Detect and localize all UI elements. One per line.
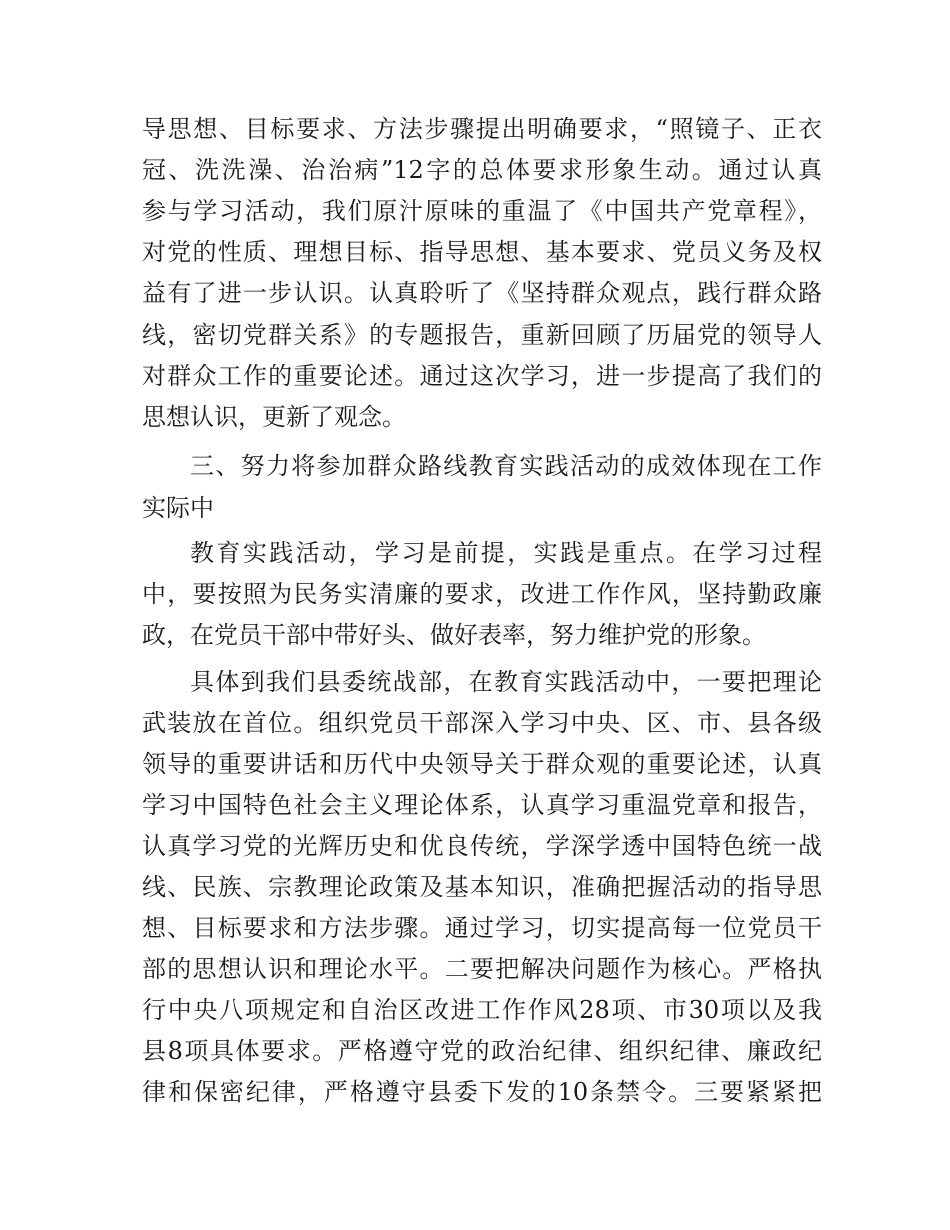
text-line: 线，密切党群关系》的专题报告，重新回顾了历届党的领导人 <box>142 321 822 349</box>
text-line: 参与学习活动，我们原汁原味的重温了《中国共产党章程》， <box>142 197 822 225</box>
text-line: 部的思想认识和理论水平。二要把解决问题作为核心。严格执 <box>142 955 822 983</box>
text-line: 对群众工作的重要论述。通过这次学习，进一步提高了我们的 <box>142 362 822 390</box>
text-line: 认真学习党的光辉历史和优良传统，学深学透中国特色统一战 <box>142 832 822 860</box>
text-line: 冠、洗洗澡、治治病”12字的总体要求形象生动。通过认真 <box>142 156 822 184</box>
text-line: 政，在党员干部中带好头、做好表率，努力维护党的形象。 <box>142 621 766 649</box>
text-line: 中，要按照为民务实清廉的要求，改进工作作风，坚持勤政廉 <box>142 580 822 608</box>
text-line: 律和保密纪律，严格遵守县委下发的10条禁令。三要紧紧把 <box>142 1078 822 1106</box>
text-line: 思想认识，更新了观念。 <box>142 403 406 431</box>
text-line: 线、民族、宗教理论政策及基本知识，准确把握活动的指导思 <box>142 873 822 901</box>
text-line: 益有了进一步认识。认真聆听了《坚持群众观点，践行群众路 <box>142 279 822 307</box>
text-line: 学习中国特色社会主义理论体系，认真学习重温党章和报告， <box>142 791 822 819</box>
text-line: 行中央八项规定和自治区改进工作作风28项、市30项以及我 <box>142 996 822 1024</box>
text-line: 具体到我们县委统战部，在教育实践活动中，一要把理论 <box>190 668 822 696</box>
text-line: 对党的性质、理想目标、指导思想、基本要求、党员义务及权 <box>142 238 822 266</box>
text-line: 武装放在首位。组织党员干部深入学习中央、区、市、县各级 <box>142 709 822 737</box>
text-line: 导思想、目标要求、方法步骤提出明确要求，“照镜子、正衣 <box>142 115 822 143</box>
section-heading-line: 三、努力将参加群众路线教育实践活动的成效体现在工作 <box>190 452 822 480</box>
text-line: 想、目标要求和方法步骤。通过学习，切实提高每一位党员干 <box>142 914 822 942</box>
text-line: 领导的重要讲话和历代中央领导关于群众观的重要论述，认真 <box>142 750 822 778</box>
section-heading-line: 实际中 <box>142 494 214 522</box>
text-line: 县8项具体要求。严格遵守党的政治纪律、组织纪律、廉政纪 <box>142 1037 822 1065</box>
text-line: 教育实践活动，学习是前提，实践是重点。在学习过程 <box>190 539 822 567</box>
